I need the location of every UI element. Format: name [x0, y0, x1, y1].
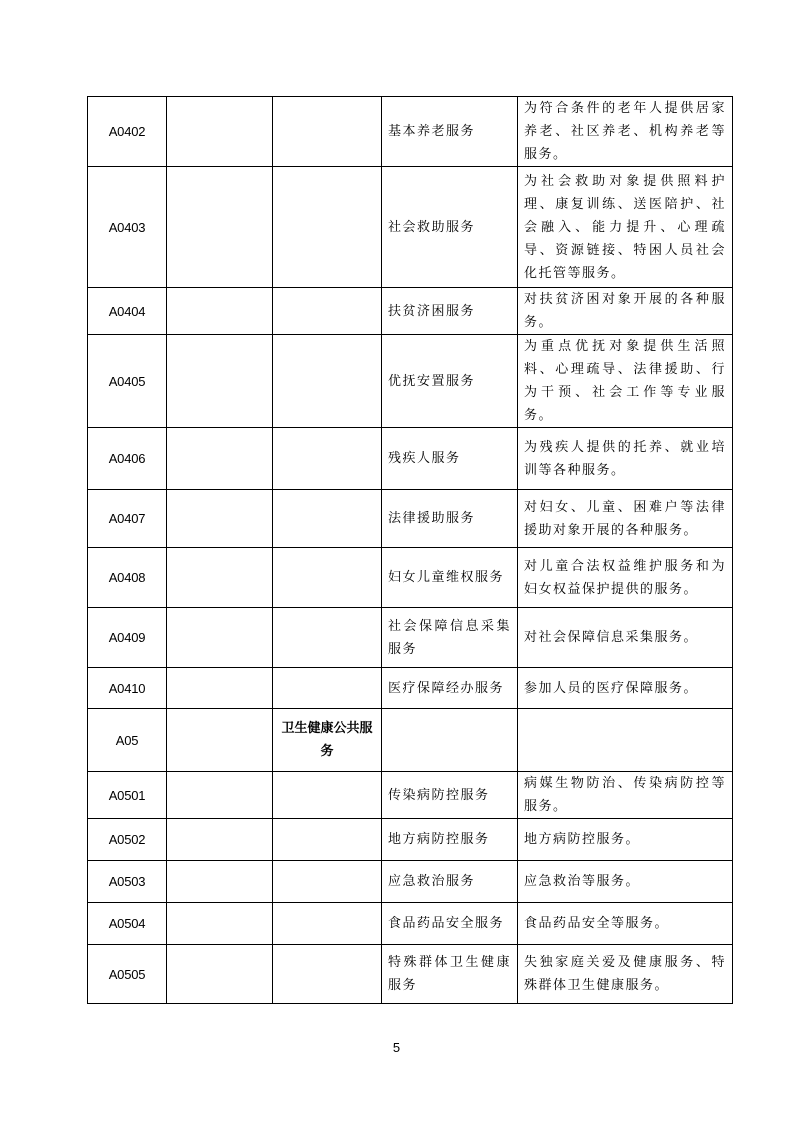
code-cell: A0404 [88, 288, 167, 335]
table-row [88, 903, 733, 945]
table-row [88, 288, 733, 335]
service-name-cell: 扶贫济困服务 [382, 288, 518, 335]
code-cell: A0403 [88, 167, 167, 288]
table-row [88, 668, 733, 709]
code-cell: A0406 [88, 428, 167, 490]
service-name-cell: 残疾人服务 [382, 428, 518, 490]
table-row [88, 819, 733, 861]
description-cell: 失独家庭关爱及健康服务、特殊群体卫生健康服务。 [518, 945, 733, 1004]
description-cell: 为残疾人提供的托养、就业培训等各种服务。 [518, 428, 733, 490]
level2-cell [273, 548, 382, 608]
code-cell: A0407 [88, 490, 167, 548]
level1-cell [167, 335, 273, 428]
level2-cell [273, 861, 382, 903]
level1-cell [167, 288, 273, 335]
description-cell: 对社会保障信息采集服务。 [518, 608, 733, 668]
level2-cell [273, 288, 382, 335]
level1-cell [167, 668, 273, 709]
description-cell: 对扶贫济困对象开展的各种服务。 [518, 288, 733, 335]
table-row [88, 428, 733, 490]
service-name-cell: 应急救治服务 [382, 861, 518, 903]
code-cell: A0409 [88, 608, 167, 668]
code-cell: A0405 [88, 335, 167, 428]
description-cell: 参加人员的医疗保障服务。 [518, 668, 733, 709]
level1-cell [167, 819, 273, 861]
service-name-cell: 社会救助服务 [382, 167, 518, 288]
level2-cell [273, 167, 382, 288]
description-cell: 应急救治等服务。 [518, 861, 733, 903]
level1-cell [167, 548, 273, 608]
page-number: 5 [392, 1040, 401, 1055]
level1-cell [167, 428, 273, 490]
description-cell: 食品药品安全等服务。 [518, 903, 733, 945]
table-row [88, 709, 733, 772]
description-cell: 为重点优抚对象提供生活照料、心理疏导、法律援助、行为干预、社会工作等专业服务。 [518, 335, 733, 428]
code-cell: A0402 [88, 97, 167, 167]
level1-cell [167, 772, 273, 819]
code-cell: A0504 [88, 903, 167, 945]
service-name-cell: 传染病防控服务 [382, 772, 518, 819]
level2-cell [273, 335, 382, 428]
service-name-cell: 食品药品安全服务 [382, 903, 518, 945]
description-cell [518, 709, 733, 772]
code-cell: A0505 [88, 945, 167, 1004]
service-name-cell: 妇女儿童维权服务 [382, 548, 518, 608]
table-row [88, 772, 733, 819]
level2-cell: 卫生健康公共服务 [273, 709, 382, 772]
level1-cell [167, 861, 273, 903]
code-cell: A05 [88, 709, 167, 772]
code-cell: A0503 [88, 861, 167, 903]
level2-cell [273, 668, 382, 709]
description-cell: 为符合条件的老年人提供居家养老、社区养老、机构养老等服务。 [518, 97, 733, 167]
level1-cell [167, 709, 273, 772]
description-cell: 对儿童合法权益维护服务和为妇女权益保护提供的服务。 [518, 548, 733, 608]
service-name-cell [382, 709, 518, 772]
service-name-cell: 地方病防控服务 [382, 819, 518, 861]
description-cell: 地方病防控服务。 [518, 819, 733, 861]
level2-cell [273, 772, 382, 819]
service-name-cell: 优抚安置服务 [382, 335, 518, 428]
table-row [88, 97, 733, 167]
code-cell: A0501 [88, 772, 167, 819]
service-name-cell: 基本养老服务 [382, 97, 518, 167]
level2-cell [273, 608, 382, 668]
service-name-cell: 医疗保障经办服务 [382, 668, 518, 709]
level2-cell [273, 97, 382, 167]
table-row [88, 490, 733, 548]
level2-cell [273, 490, 382, 548]
level1-cell [167, 97, 273, 167]
code-cell: A0408 [88, 548, 167, 608]
code-cell: A0502 [88, 819, 167, 861]
level2-cell [273, 819, 382, 861]
level2-cell [273, 428, 382, 490]
table-row [88, 945, 733, 1004]
level1-cell [167, 945, 273, 1004]
level1-cell [167, 167, 273, 288]
service-name-cell: 社会保障信息采集服务 [382, 608, 518, 668]
service-name-cell: 特殊群体卫生健康服务 [382, 945, 518, 1004]
table-row [88, 861, 733, 903]
table-row [88, 548, 733, 608]
description-cell: 病媒生物防治、传染病防控等服务。 [518, 772, 733, 819]
service-name-cell: 法律援助服务 [382, 490, 518, 548]
code-cell: A0410 [88, 668, 167, 709]
level1-cell [167, 490, 273, 548]
level1-cell [167, 608, 273, 668]
description-cell: 为社会救助对象提供照料护理、康复训练、送医陪护、社会融入、能力提升、心理疏导、资源链接、特困人员社会化托管等服务。 [518, 167, 733, 288]
level1-cell [167, 903, 273, 945]
service-catalog-table [87, 96, 733, 1004]
table-row [88, 335, 733, 428]
description-cell: 对妇女、儿童、困难户等法律援助对象开展的各种服务。 [518, 490, 733, 548]
level2-cell [273, 903, 382, 945]
level2-cell [273, 945, 382, 1004]
table-row [88, 608, 733, 668]
table-row [88, 167, 733, 288]
